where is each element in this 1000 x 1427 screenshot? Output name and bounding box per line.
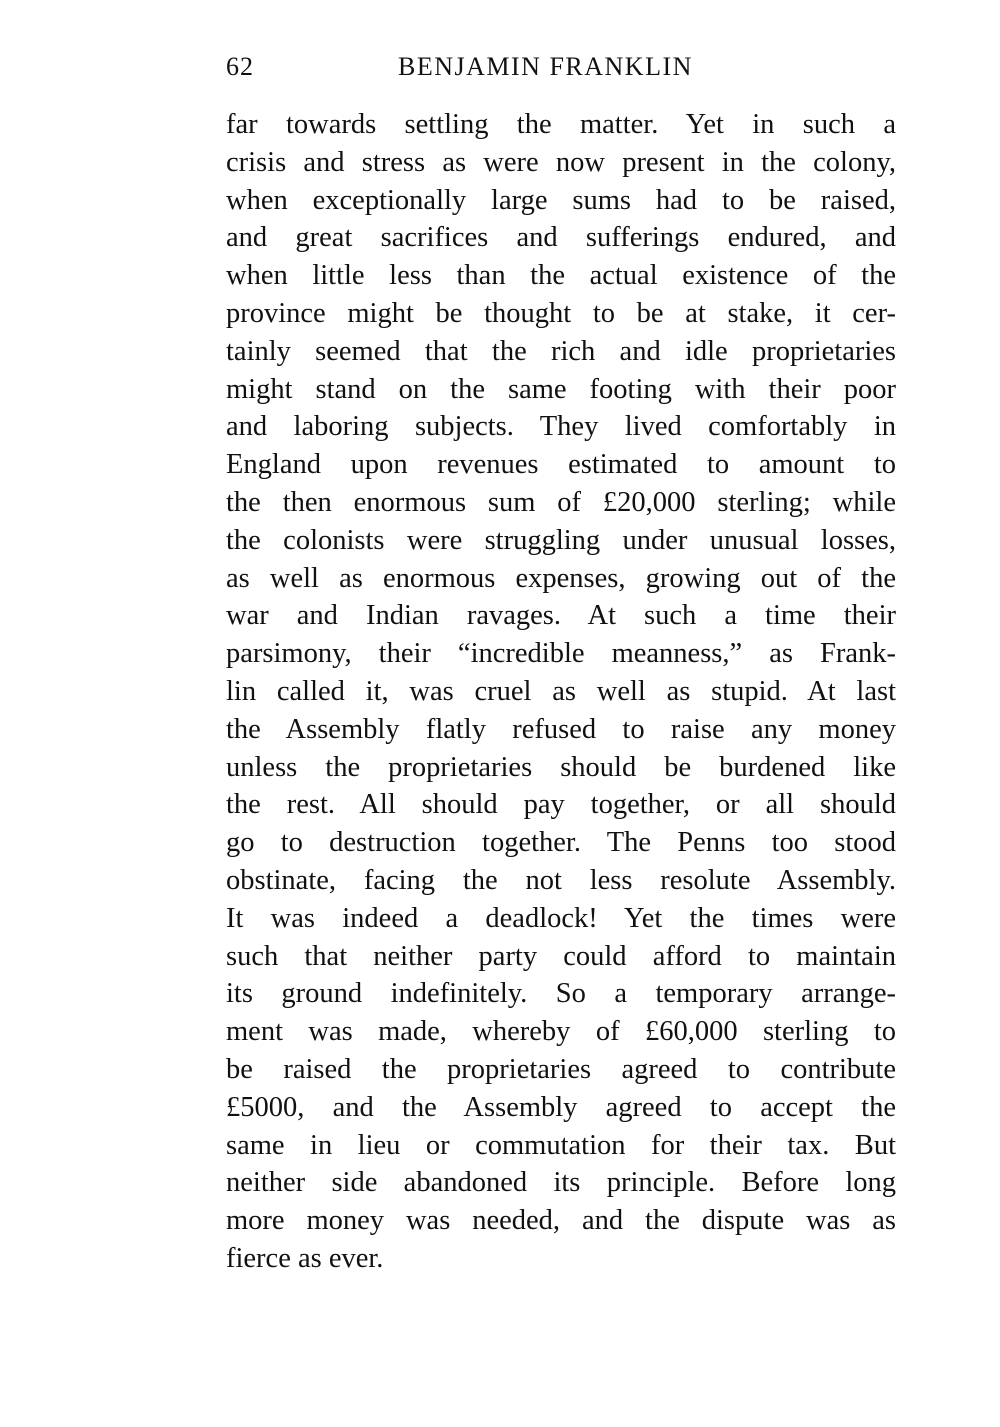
text-line: crisis and stress as were now present in the colony, [226, 146, 896, 178]
text-line: lin called it, was cruel as well as stupid. At last [226, 675, 896, 707]
text-line: when little less than the actual existence of the [226, 260, 896, 292]
text-line: the then enormous sum of £20,000 sterling; while [226, 486, 896, 518]
text-line: the Assembly flatly refused to raise any money [226, 713, 896, 745]
text-line: ment was made, whereby of £60,000 sterling to [226, 1016, 896, 1048]
text-line: and laboring subjects. They lived comfortably in [226, 411, 896, 443]
text-line: unless the proprietaries should be burdened like [226, 751, 896, 783]
text-line: might stand on the same footing with their poor [226, 373, 896, 405]
text-line: far towards settling the matter. Yet in such a [226, 109, 896, 140]
text-line: £5000, and the Assembly agreed to accept the [226, 1091, 896, 1123]
text-line: as well as enormous expenses, growing out of the [226, 562, 896, 594]
text-line: same in lieu or commutation for their tax. But [226, 1129, 896, 1161]
text-line: tainly seemed that the rich and idle proprietaries [226, 335, 896, 367]
text-line: It was indeed a deadlock! Yet the times were [226, 902, 896, 934]
text-line: province might be thought to be at stake, it cer- [226, 297, 896, 329]
text-line: parsimony, their “incredible meanness,” as Frank- [226, 638, 896, 670]
text-line: and great sacrifices and sufferings endured, and [226, 222, 896, 254]
text-line: war and Indian ravages. At such a time their [226, 600, 896, 632]
page-number: 62 [226, 52, 254, 81]
body-text [226, 106, 896, 1278]
text-line: obstinate, facing the not less resolute Assembly. [226, 864, 896, 896]
text-line: neither side abandoned its principle. Before long [226, 1167, 896, 1199]
text-line: the colonists were struggling under unusual losses, [226, 524, 896, 556]
text-line: such that neither party could afford to maintain [226, 940, 896, 972]
text-line: more money was needed, and the dispute was as [226, 1205, 896, 1237]
text-line-final: fierce as ever. [226, 1242, 384, 1274]
text-line: its ground indefinitely. So a temporary arrange- [226, 978, 896, 1010]
running-title: BENJAMIN FRANKLIN [398, 52, 693, 81]
text-line: the rest. All should pay together, or all should [226, 789, 896, 821]
text-line: go to destruction together. The Penns too stood [226, 827, 896, 859]
text-line: when exceptionally large sums had to be raised, [226, 184, 896, 216]
text-line: be raised the proprietaries agreed to contribute [226, 1053, 896, 1085]
text-line: England upon revenues estimated to amount to [226, 449, 896, 481]
running-head [226, 52, 896, 88]
